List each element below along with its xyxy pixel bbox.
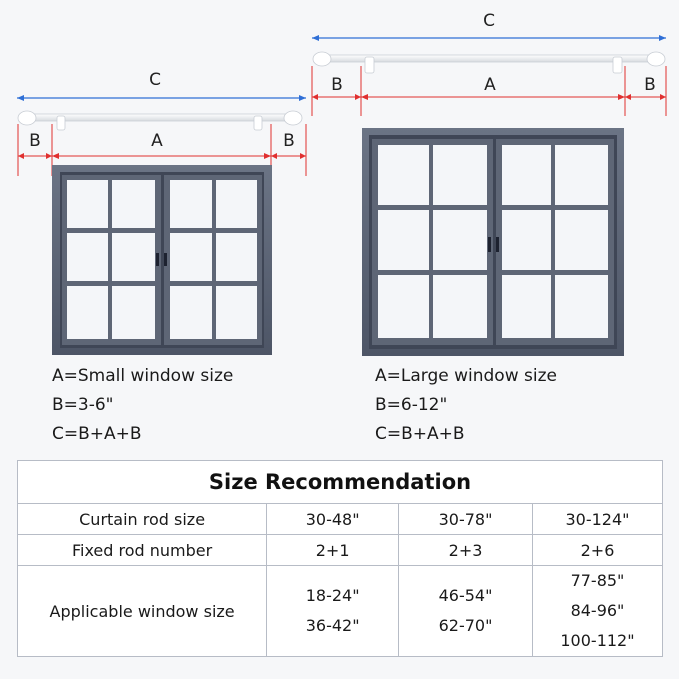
small-window (52, 165, 272, 355)
table-row (18, 504, 663, 535)
legend-small-a: A=Small window size (52, 366, 234, 386)
row-label-rod-size: Curtain rod size (18, 504, 267, 535)
applicable-2-line-2: 62-70" (438, 616, 493, 635)
table-row (18, 566, 663, 657)
left-a-dimension (52, 131, 271, 159)
fixed-rod-value-2: 2+3 (399, 535, 533, 566)
legend-large-a: A=Large window size (375, 366, 557, 386)
rod-size-value-2: 30-78" (399, 504, 533, 535)
fixed-rod-value-3: 2+6 (532, 535, 662, 566)
large-window-legend (375, 362, 557, 449)
legend-small-b: B=3-6" (52, 395, 114, 415)
right-b-dimension-left (312, 75, 361, 100)
applicable-values-2 (399, 566, 533, 657)
legend-large-b: B=6-12" (375, 395, 448, 415)
left-a-label: A (151, 131, 163, 151)
small-window-legend (52, 362, 233, 449)
left-curtain-rod (18, 111, 302, 130)
left-c-dimension (17, 70, 306, 101)
applicable-1-line-1: 18-24" (305, 586, 360, 605)
left-c-label: C (149, 70, 161, 90)
right-b-dimension-right (625, 75, 666, 100)
applicable-3-line-3: 100-112" (560, 631, 635, 650)
left-b-dimension-right (271, 131, 306, 159)
right-curtain-rod (313, 52, 665, 73)
size-recommendation-table (17, 460, 663, 657)
fixed-rod-value-1: 2+1 (267, 535, 399, 566)
left-b-label-1: B (29, 131, 41, 151)
large-window (362, 128, 624, 356)
legend-large-c: C=B+A+B (375, 424, 465, 444)
right-c-label: C (483, 11, 495, 31)
left-b-label-2: B (283, 131, 295, 151)
rod-size-value-1: 30-48" (267, 504, 399, 535)
right-a-dimension (361, 75, 625, 100)
applicable-2-line-1: 46-54" (438, 586, 493, 605)
row-label-fixed-rod: Fixed rod number (18, 535, 267, 566)
right-a-label: A (484, 75, 496, 95)
table-title: Size Recommendation (18, 461, 663, 504)
applicable-values-3 (532, 566, 662, 657)
applicable-1-line-2: 36-42" (305, 616, 360, 635)
applicable-3-line-1: 77-85" (570, 571, 625, 590)
right-c-dimension (312, 11, 666, 41)
left-b-dimension-left (18, 131, 52, 159)
row-label-applicable: Applicable window size (18, 566, 267, 657)
right-b-label-2: B (644, 75, 656, 95)
legend-small-c: C=B+A+B (52, 424, 142, 444)
right-b-label-1: B (331, 75, 343, 95)
rod-size-value-3: 30-124" (532, 504, 662, 535)
applicable-values-1 (267, 566, 399, 657)
table-row (18, 535, 663, 566)
applicable-3-line-2: 84-96" (570, 601, 625, 620)
